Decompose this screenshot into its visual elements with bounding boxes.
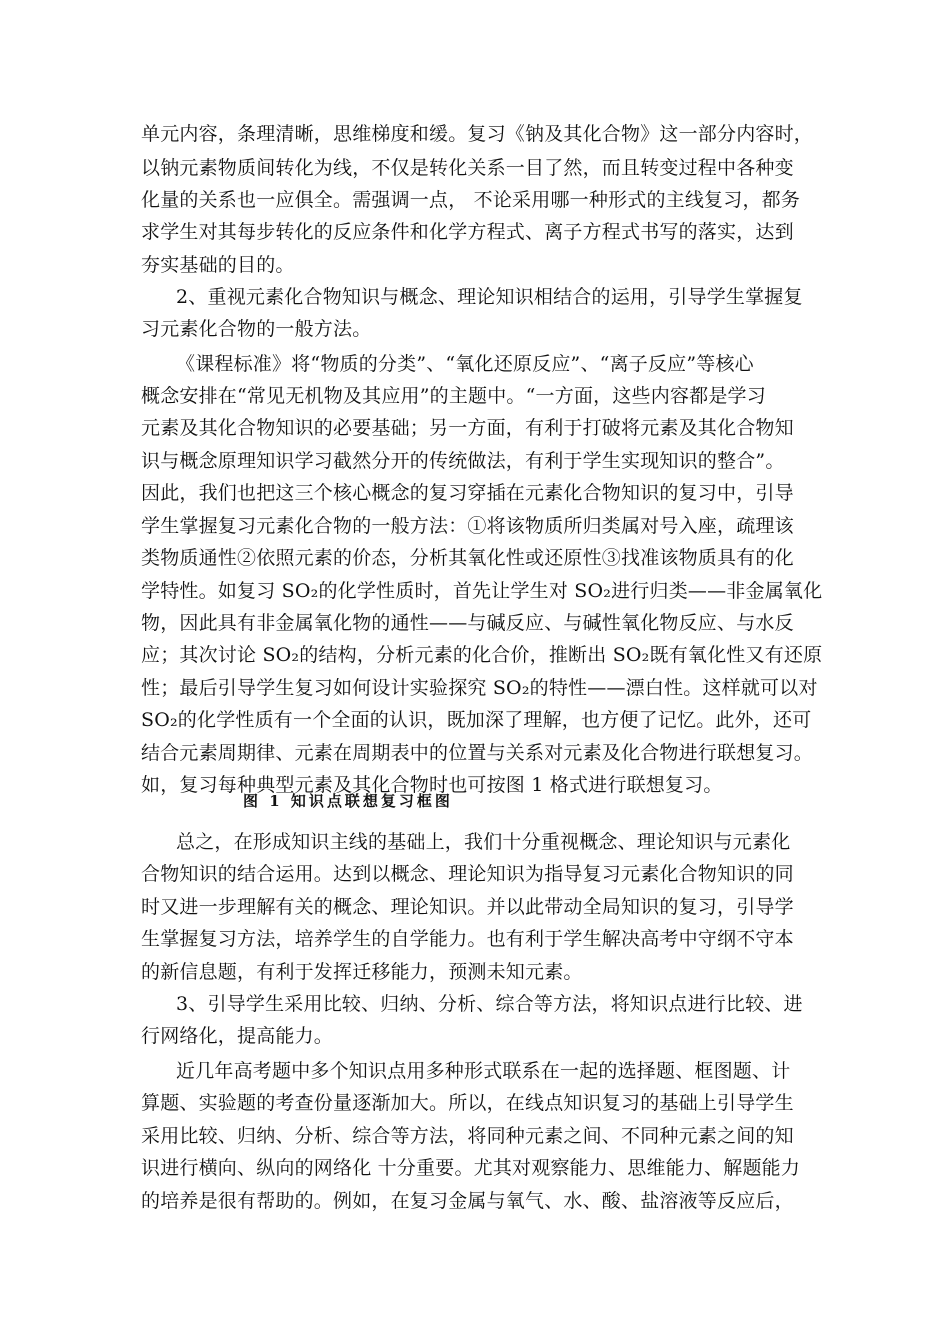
text-line: 性；最后引导学生复习如何设计实验探究 SO₂的特性——漂白性。这样就可以对 bbox=[141, 677, 818, 699]
text-line: 夯实基础的目的。 bbox=[141, 254, 295, 276]
section-heading-3: 3、引导学生采用比较、归纳、分析、综合等方法，将知识点进行比较、进 bbox=[176, 993, 803, 1015]
text-line: 学生掌握复习元素化合物的一般方法：①将该物质所归类属对号入座，疏理该 bbox=[141, 515, 794, 537]
text-line: 总之，在形成知识主线的基础上，我们十分重视概念、理论知识与元素化 bbox=[176, 831, 791, 853]
text-line: 算题、实验题的考查份量逐渐加大。所以，在线点知识复习的基础上引导学生 bbox=[141, 1092, 794, 1114]
text-line: 元素及其化合物知识的必要基础；另一方面，有利于打破将元素及其化合物知 bbox=[141, 417, 794, 439]
text-line: 时又进一步理解有关的概念、理论知识。并以此带动全局知识的复习，引导学 bbox=[141, 896, 794, 918]
figure-caption: 图 1 知识点联想复习框图 bbox=[243, 792, 453, 810]
text-line: 合物知识的结合运用。达到以概念、理论知识为指导复习元素化合物知识的同 bbox=[141, 863, 794, 885]
text-line: 生掌握复习方法，培养学生的自学能力。也有利于学生解决高考中守纲不守本 bbox=[141, 928, 794, 950]
text-line: 学特性。如复习 SO₂的化学性质时，首先让学生对 SO₂进行归类——非金属氧化 bbox=[141, 580, 823, 602]
text-line: 识进行横向、纵向的网络化 十分重要。尤其对观察能力、思维能力、解题能力 bbox=[141, 1157, 801, 1179]
text-line: 求学生对其每步转化的反应条件和化学方程式、离子方程式书写的落实，达到 bbox=[141, 221, 794, 243]
text-line: 物，因此具有非金属氧化物的通性——与碱反应、与碱性氧化物反应、与水反 bbox=[141, 612, 794, 634]
text-line: 的新信息题，有利于发挥迁移能力，预测未知元素。 bbox=[141, 961, 583, 983]
text-line: 化量的关系也一应俱全。需强调一点， 不论采用哪一种形式的主线复习，都务 bbox=[141, 189, 801, 211]
text-line: 概念安排在“常见无机物及其应用”的主题中。“一方面，这些内容都是学习 bbox=[141, 385, 766, 407]
text-line: 应；其次讨论 SO₂的结构，分析元素的化合价，推断出 SO₂既有氧化性又有还原 bbox=[141, 644, 823, 666]
section-heading-2-cont: 习元素化合物的一般方法。 bbox=[141, 318, 372, 340]
text-line: 识与概念原理知识学习截然分开的传统做法，有利于学生实现知识的整合”。 bbox=[141, 450, 785, 472]
section-heading-3-cont: 行网络化，提高能力。 bbox=[141, 1025, 334, 1047]
text-line: 《课程标准》将“物质的分类”、“氧化还原反应”、“离子反应”等核心 bbox=[176, 353, 754, 375]
text-line: 结合元素周期律、元素在周期表中的位置与关系对元素及化合物进行联想复习。 bbox=[141, 742, 814, 764]
text-line: SO₂的化学性质有一个全面的认识，既加深了理解，也方便了记忆。此外，还可 bbox=[141, 709, 812, 731]
text-line: 如，复习每种典型元素及其化合物时也可按图 1 格式进行联想复习。 bbox=[141, 774, 723, 796]
text-line: 类物质通性②依照元素的价态，分析其氧化性或还原性③找准该物质具有的化 bbox=[141, 547, 794, 569]
text-line: 近几年高考题中多个知识点用多种形式联系在一起的选择题、框图题、计 bbox=[176, 1060, 791, 1082]
section-heading-2: 2、重视元素化合物知识与概念、理论知识相结合的运用，引导学生掌握复 bbox=[176, 286, 803, 308]
text-line: 因此，我们也把这三个核心概念的复习穿插在元素化合物知识的复习中，引导 bbox=[141, 482, 794, 504]
text-line: 以钠元素物质间转化为线，不仅是转化关系一目了然，而且转变过程中各种变 bbox=[141, 157, 794, 179]
text-line: 单元内容，条理清晰，思维梯度和缓。复习《钠及其化合物》这一部分内容时， bbox=[141, 123, 814, 145]
text-line: 采用比较、归纳、分析、综合等方法，将同种元素之间、不同种元素之间的知 bbox=[141, 1125, 794, 1147]
text-line: 的培养是很有帮助的。例如，在复习金属与氧气、水、酸、盐溶液等反应后， bbox=[141, 1190, 794, 1212]
